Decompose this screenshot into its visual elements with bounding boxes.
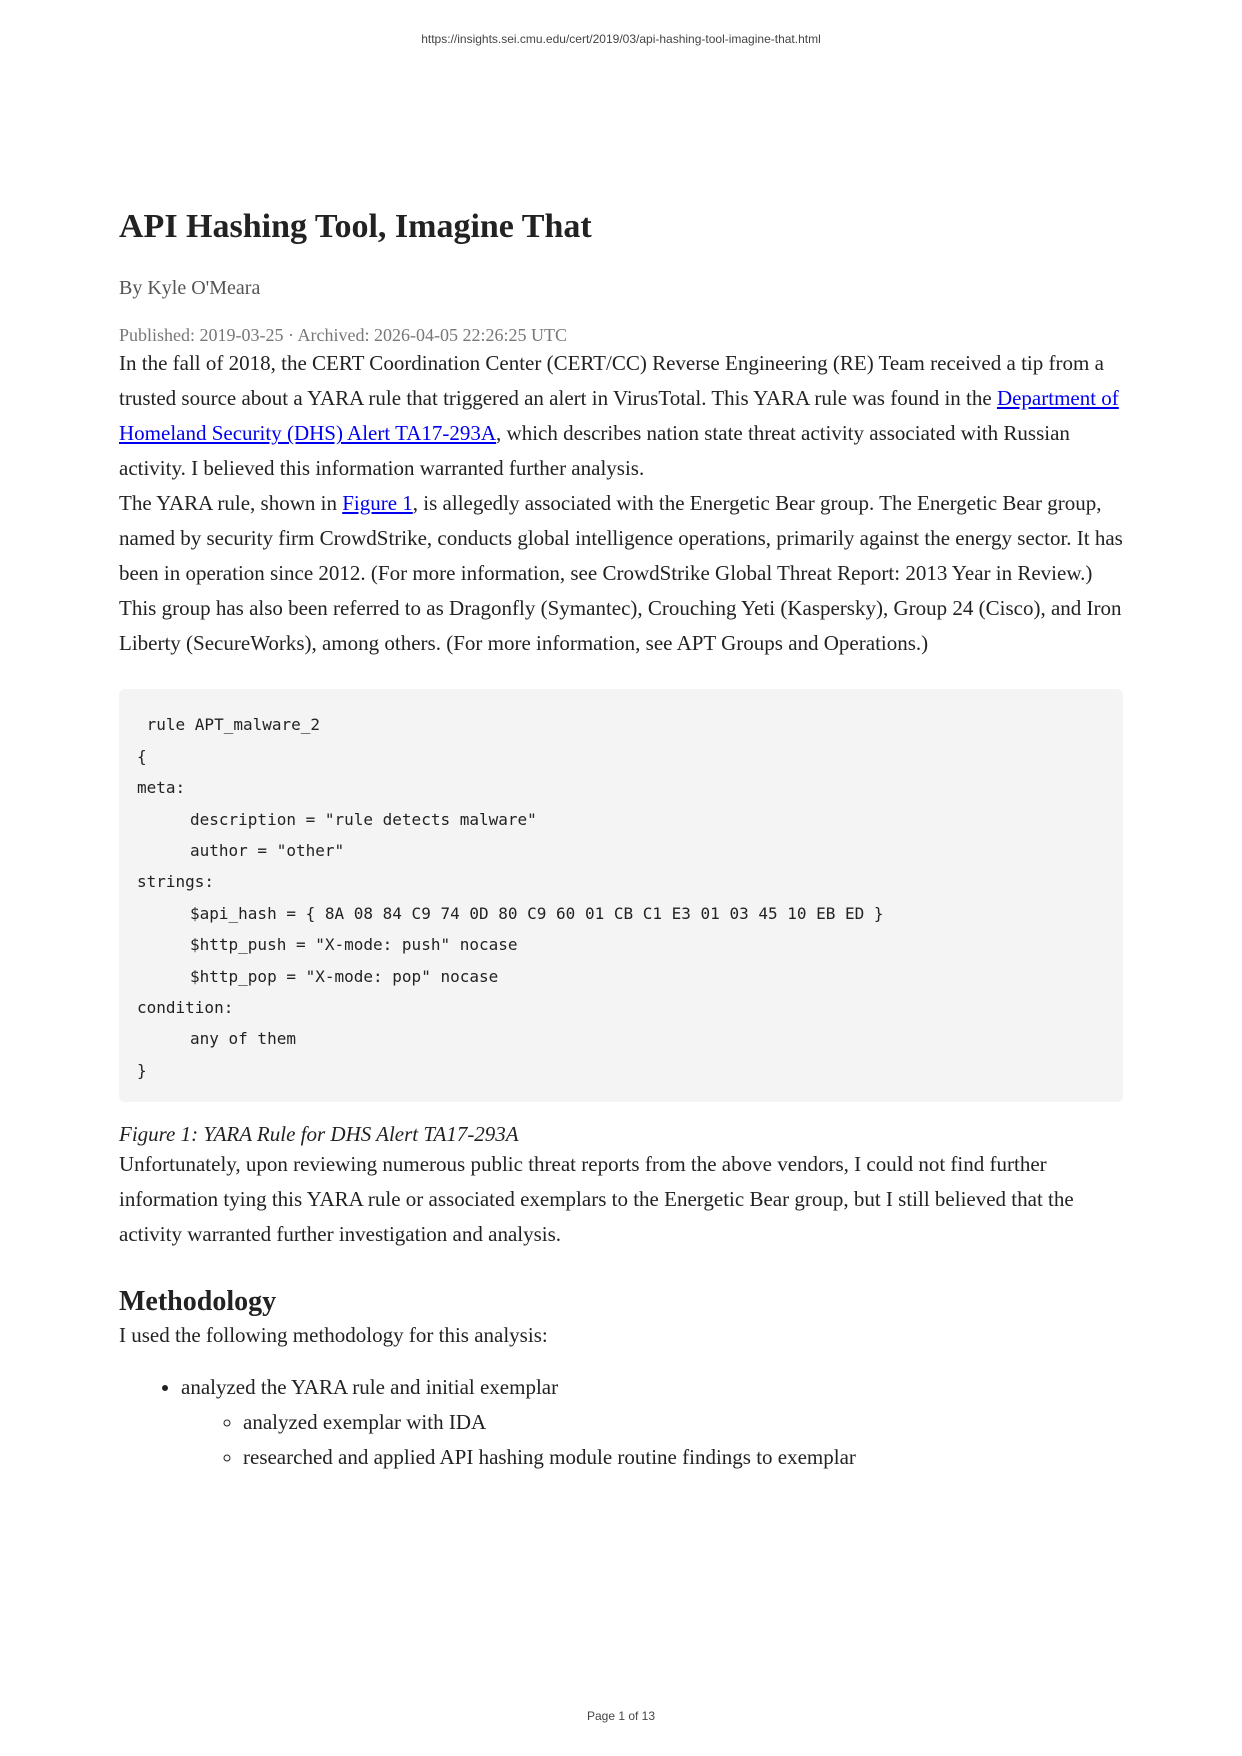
code-line: strings:: [137, 872, 215, 892]
methodology-list: [119, 1370, 1123, 1475]
published-date: Published: 2019-03-25 · Archived: 2026-04-05 22:26:25 UTC: [119, 325, 567, 346]
code-line: $http_pop = "X-mode: pop" nocase: [190, 966, 499, 986]
paragraph-intro: [119, 346, 1123, 486]
code-line: $http_push = "X-mode: push" nocase: [190, 935, 518, 955]
list-item-label: analyzed the YARA rule and initial exemplar: [181, 1375, 559, 1400]
code-line: $api_hash = { 8A 08 84 C9 74 0D 80 C9 60 01 CB C1 E3 01 03 45 10 EB ED }: [190, 903, 884, 923]
article-title: API Hashing Tool, Imagine That: [119, 208, 592, 245]
code-line: author = "other": [190, 841, 345, 861]
page-url: https://insights.sei.cmu.edu/cert/2019/03/api-hashing-tool-imagine-that.html: [421, 32, 821, 46]
figure-1-link[interactable]: Figure 1: [342, 491, 413, 516]
list-item: [181, 1370, 1123, 1475]
paragraph-energetic-bear-text-1: The YARA rule, shown in: [119, 491, 343, 516]
code-line: condition:: [137, 998, 234, 1018]
methodology-sublist: [181, 1405, 1123, 1475]
paragraph-methodology: I used the following methodology for this analysis:: [119, 1323, 548, 1348]
article: [119, 208, 1123, 1475]
list-item: ◦ analyzed exemplar with IDA: [243, 1405, 1123, 1440]
code-line: rule APT_malware_2: [137, 715, 321, 735]
figure-caption: Figure 1: YARA Rule for DHS Alert TA17-293A: [119, 1122, 519, 1147]
paragraph-findings: Unfortunately, upon reviewing numerous public threat reports from the above vendors, I could not find further information tying this YARA rule or associated exemplars to the Energetic Bear group, but I still believed that the activity warranted further investigation and analysis.: [119, 1152, 1074, 1247]
byline: By Kyle O'Meara: [119, 277, 261, 300]
paragraph-energetic-bear: [119, 486, 1123, 661]
code-line: }: [137, 1060, 147, 1080]
yara-rule-code-block: [119, 689, 1123, 1102]
paragraph-intro-text-2: , which describes nation state threat activity associated with Russian activity. I believed this information warranted further analysis.: [119, 421, 1070, 481]
paragraph-energetic-bear-text-2: , is allegedly associated with the Energetic Bear group. The Energetic Bear group, named by security firm CrowdStrike, conducts global intelligence operations, primarily against the energy sector. It has been in operation since 2012. (For more information, see CrowdStrike Global Threat Report: 2013 Year in Review.) This group has also been referred to as Dragonfly (Symantec), Crouching Yeti (Kaspersky), Group 24 (Cisco), and Iron Liberty (SecureWorks), among others. (For more information, see APT Groups and Operations.): [119, 491, 1123, 656]
code-line: description = "rule detects malware": [190, 809, 537, 829]
code-line: any of them: [190, 1029, 296, 1049]
methodology-heading: Methodology: [119, 1286, 277, 1318]
code-line: meta:: [137, 778, 186, 798]
code-line: {: [137, 746, 147, 766]
list-item: ◦ researched and applied API hashing module routine findings to exemplar: [243, 1440, 1123, 1475]
paragraph-intro-text-1: In the fall of 2018, the CERT Coordination Center (CERT/CC) Reverse Engineering (RE) Team received a tip from a trusted source about a YARA rule that triggered an alert in VirusTotal. This YARA rule was found in the: [119, 351, 1104, 411]
page-number: Page 1 of 13: [586, 1709, 656, 1723]
dhs-alert-link[interactable]: Department of Homeland Security (DHS) Alert TA17-293A: [119, 386, 1119, 446]
